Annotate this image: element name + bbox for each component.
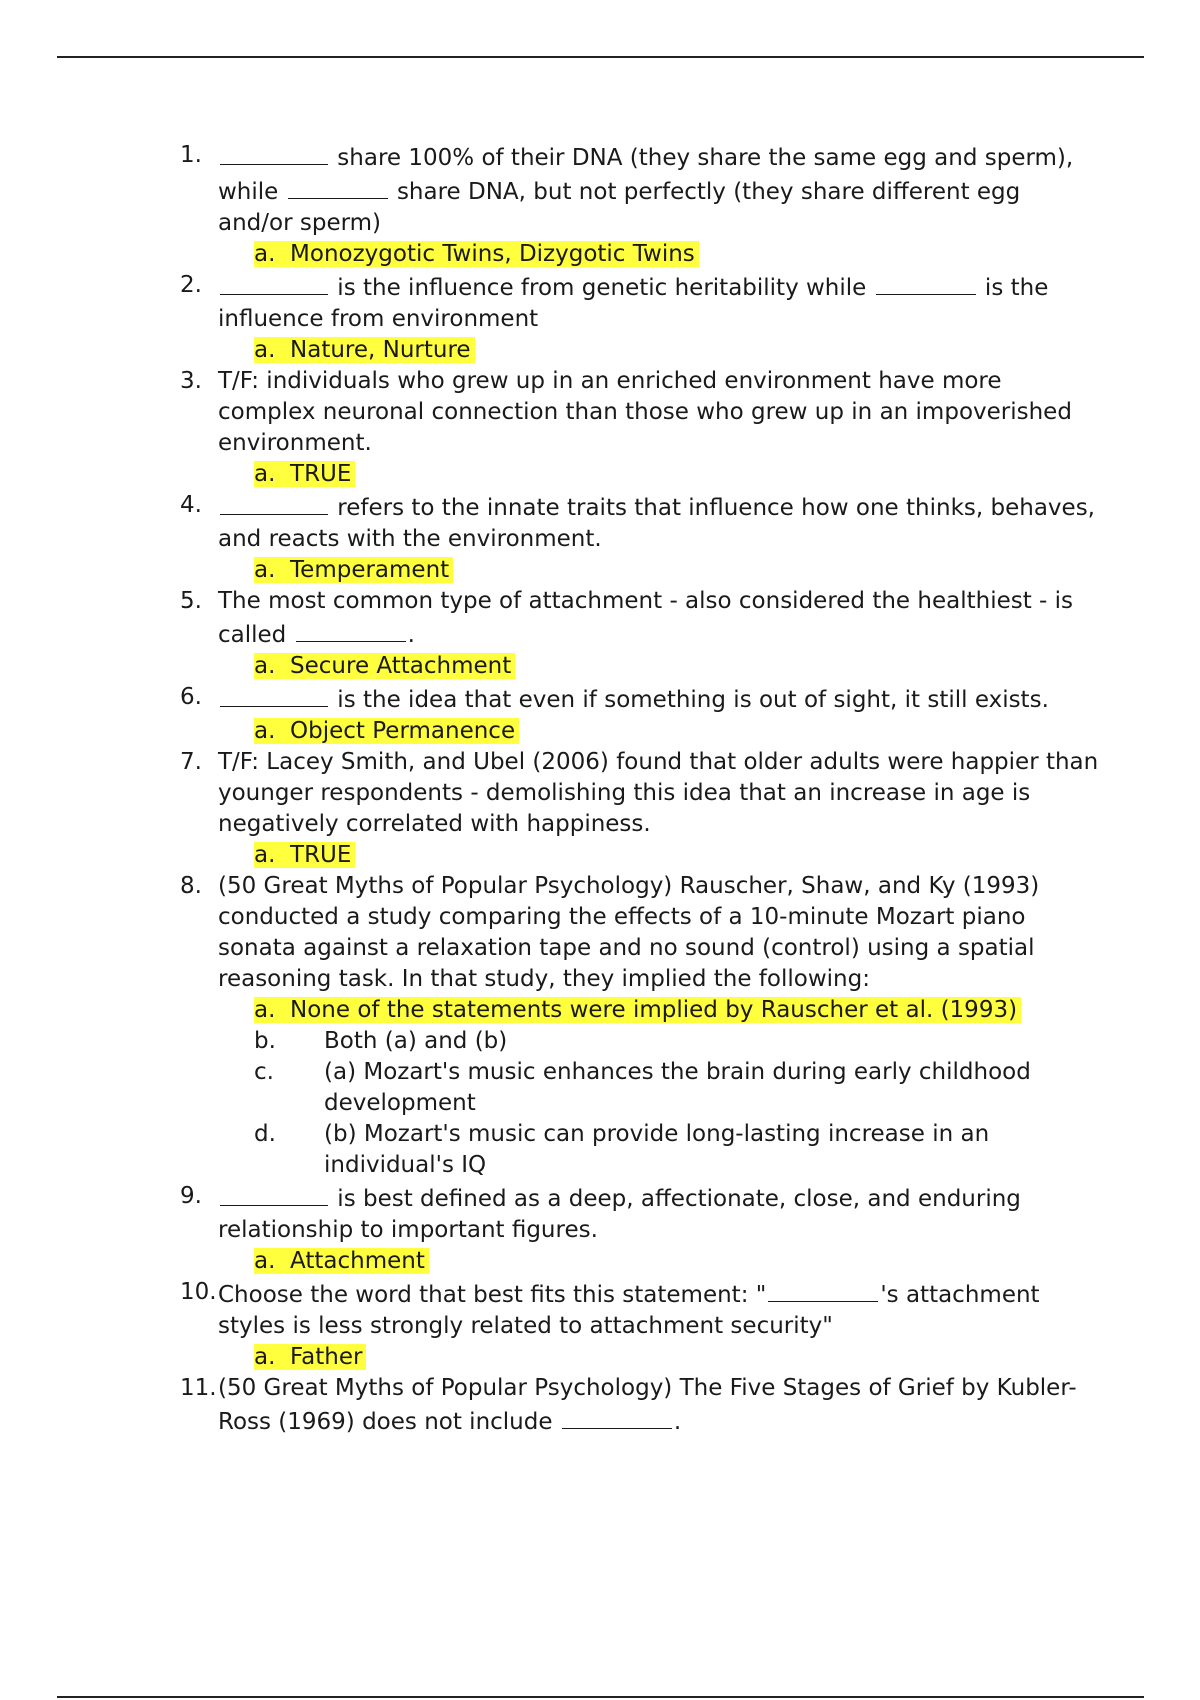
question-text <box>218 495 1102 552</box>
question-number: 5. <box>180 588 202 614</box>
question-item <box>180 747 1106 871</box>
answer-letter: b. <box>254 1028 276 1054</box>
question-text <box>218 1186 1028 1243</box>
answer-highlight <box>254 653 515 679</box>
highlighted-answer <box>218 1342 1100 1373</box>
question-text-segment: . <box>673 1409 682 1435</box>
answer-letter: a. <box>254 997 291 1023</box>
question-text <box>218 588 1080 648</box>
answer-letter: a. <box>254 842 291 868</box>
answer-text: None of the statements were implied by Rauscher et al. (1993) <box>290 997 1018 1023</box>
fill-in-blank <box>220 682 328 707</box>
answer-text: Father <box>290 1344 363 1370</box>
header-rule <box>57 56 1144 58</box>
fill-in-blank <box>220 1181 328 1206</box>
question-number: 8. <box>180 873 202 899</box>
question-item <box>180 682 1100 747</box>
question-number: 4. <box>180 492 202 518</box>
answer-highlight <box>254 337 475 363</box>
question-text <box>218 275 1056 332</box>
question-text <box>218 749 1106 837</box>
question-item <box>180 586 1100 682</box>
highlighted-answer <box>218 995 1100 1026</box>
question-list <box>180 140 1106 1438</box>
answer-letter: a. <box>254 557 291 583</box>
answer-letter: a. <box>254 461 291 487</box>
question-text-segment: Choose the word that best fits this statement: " <box>218 1282 767 1308</box>
answer-highlight <box>254 461 355 487</box>
answer-highlight <box>254 997 1021 1023</box>
question-number: 1. <box>180 142 202 168</box>
question-text <box>218 368 1079 456</box>
answer-text: TRUE <box>290 461 352 487</box>
answer-letter: a. <box>254 653 291 679</box>
fill-in-blank <box>296 617 406 642</box>
answer-highlight <box>254 718 519 744</box>
question-item <box>180 490 1103 586</box>
answer-text: Secure Attachment <box>290 653 512 679</box>
answer-highlight <box>254 842 355 868</box>
highlighted-answer <box>218 651 1100 682</box>
fill-in-blank <box>768 1277 878 1302</box>
answer-highlight <box>254 1248 429 1274</box>
question-item <box>180 1181 1100 1277</box>
answer-highlight <box>254 557 453 583</box>
highlighted-answer <box>218 459 1100 490</box>
answer-option <box>218 1057 1100 1119</box>
question-item <box>180 871 1100 1181</box>
answer-text: Attachment <box>290 1248 425 1274</box>
answer-highlight <box>254 1344 366 1370</box>
question-number: 10. <box>180 1279 217 1305</box>
answer-letter: a. <box>254 241 291 267</box>
answer-letter: a. <box>254 1344 291 1370</box>
question-text-segment: (50 Great Myths of Popular Psychology) Rauscher, Shaw, and Ky (1993) conducted a study comparing the effects of a 10-minute Mozart piano sonata against a relaxation tape and no sound (control) using a spatial reasoning task. In that study, they implied the following: <box>218 873 1047 992</box>
question-text-segment: refers to the innate traits that influence how one thinks, behaves, and reacts with the environment. <box>218 495 1103 552</box>
fill-in-blank <box>562 1404 672 1429</box>
answer-text: Temperament <box>290 557 450 583</box>
question-text-segment: is best defined as a deep, affectionate, close, and enduring relationship to important figures. <box>218 1186 1029 1243</box>
highlighted-answer <box>218 555 1100 586</box>
question-text-segment: T/F: Lacey Smith, and Ubel (2006) found that older adults were happier than younger respondents - demolishing this idea that an increase in age is negatively correlated with happiness. <box>218 749 1106 837</box>
answer-list <box>218 716 1100 747</box>
answer-list <box>218 555 1100 586</box>
question-text-segment: . <box>407 622 415 648</box>
answer-option <box>218 1119 1100 1181</box>
question-text-segment: is the influence from environment <box>218 275 1056 332</box>
footer-rule <box>57 1696 1144 1698</box>
question-text <box>218 145 1081 236</box>
answer-letter: c. <box>254 1059 274 1085</box>
highlighted-answer <box>218 840 1100 871</box>
question-number: 7. <box>180 749 202 775</box>
question-number: 9. <box>180 1183 202 1209</box>
question-text <box>218 873 1047 992</box>
question-text-segment: 's attachment styles is less strongly related to attachment security" <box>218 1282 1047 1339</box>
answer-list <box>218 239 1100 270</box>
answer-option <box>218 1026 1100 1057</box>
answer-text: Nature, Nurture <box>290 337 471 363</box>
question-item <box>180 1277 1100 1373</box>
question-text <box>218 1282 1047 1339</box>
answer-text: (b) Mozart's music can provide long-lasting increase in an individual's IQ <box>324 1121 990 1178</box>
fill-in-blank <box>876 270 976 295</box>
question-item <box>180 366 1100 490</box>
fill-in-blank <box>288 174 388 199</box>
highlighted-answer <box>218 239 1100 270</box>
answer-letter: a. <box>254 1248 291 1274</box>
answer-letter: a. <box>254 337 291 363</box>
fill-in-blank <box>220 490 328 515</box>
question-text-segment: share 100% of their DNA (they share the same egg and sperm), while <box>218 145 1081 205</box>
question-number: 3. <box>180 368 202 394</box>
question-text-segment: is the idea that even if something is out of sight, it still exists. <box>330 687 1049 713</box>
question-text <box>218 1375 1077 1435</box>
answer-list <box>218 1246 1100 1277</box>
question-number: 6. <box>180 684 202 710</box>
answer-text: Object Permanence <box>290 718 516 744</box>
question-text-segment: The most common type of attachment - also considered the healthiest - is called <box>218 588 1081 648</box>
highlighted-answer <box>218 716 1100 747</box>
question-number: 2. <box>180 272 202 298</box>
answer-list <box>218 995 1100 1181</box>
answer-list <box>218 459 1100 490</box>
answer-text: TRUE <box>290 842 352 868</box>
question-text-segment: is the influence from genetic heritability while <box>330 275 874 301</box>
highlighted-answer <box>218 1246 1100 1277</box>
answer-list <box>218 1342 1100 1373</box>
question-item <box>180 140 1100 270</box>
answer-highlight <box>254 241 699 267</box>
question-number: 11. <box>180 1375 217 1401</box>
question-item <box>180 270 1100 366</box>
fill-in-blank <box>220 140 328 165</box>
answer-text: Monozygotic Twins, Dizygotic Twins <box>290 241 695 267</box>
answer-list <box>218 840 1100 871</box>
question-item <box>180 1373 1100 1438</box>
answer-list <box>218 335 1100 366</box>
answer-letter: d. <box>254 1121 276 1147</box>
question-text <box>218 687 1049 713</box>
answer-list <box>218 651 1100 682</box>
fill-in-blank <box>220 270 328 295</box>
answer-text: (a) Mozart's music enhances the brain during early childhood development <box>324 1059 1031 1116</box>
question-text-segment: share DNA, but not perfectly (they share different egg and/or sperm) <box>218 179 1028 236</box>
question-text-segment: (50 Great Myths of Popular Psychology) The Five Stages of Grief by Kubler-Ross (1969) does not include <box>218 1375 1077 1435</box>
answer-letter: a. <box>254 718 291 744</box>
question-text-segment: T/F: individuals who grew up in an enriched environment have more complex neuronal connection than those who grew up in an impoverished environment. <box>218 368 1080 456</box>
answer-text: Both (a) and (b) <box>324 1028 508 1054</box>
highlighted-answer <box>218 335 1100 366</box>
